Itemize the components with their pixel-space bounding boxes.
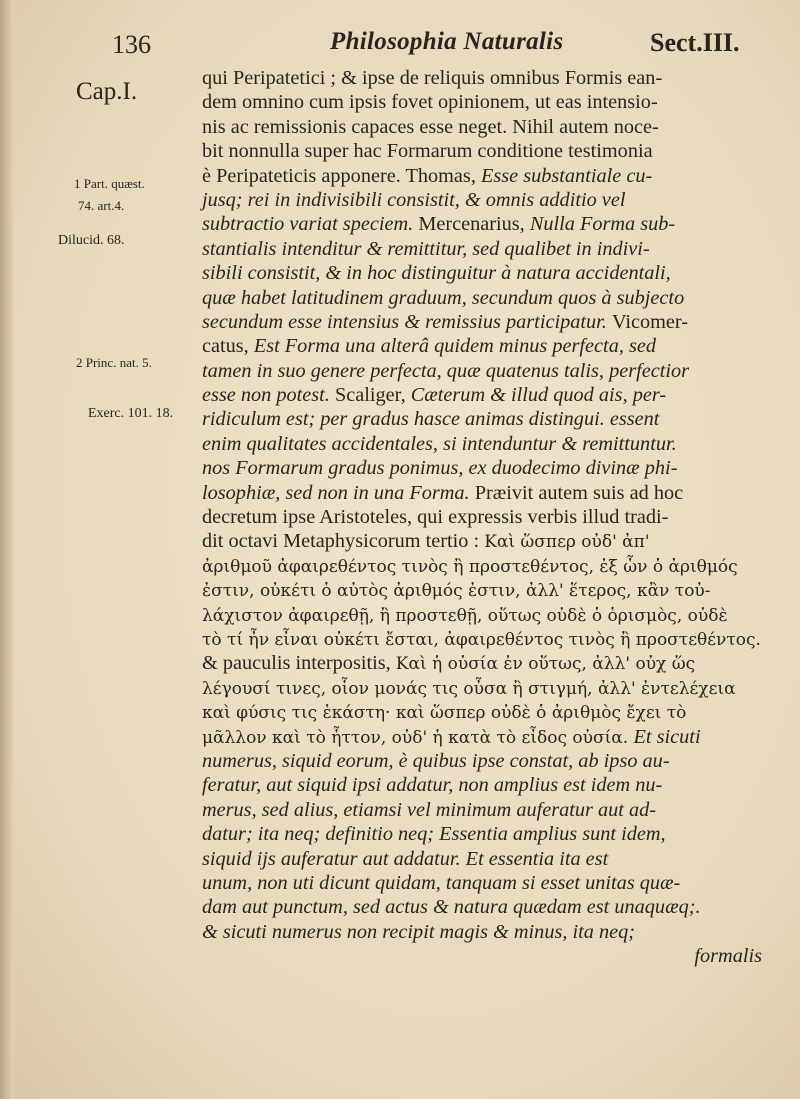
text-line bbox=[202, 310, 762, 334]
italic-text: enim qualitates accidentales, si intenduntur & remittuntur. bbox=[202, 432, 677, 455]
italic-text: Est Forma una alterâ quidem minus perfecta, sed bbox=[253, 335, 657, 358]
text-line bbox=[202, 627, 762, 651]
italic-text: Cæterum & illud quod ais, per- bbox=[410, 384, 667, 407]
text-line bbox=[202, 286, 762, 310]
text-line bbox=[202, 164, 762, 188]
text-line bbox=[202, 822, 762, 846]
text-line bbox=[202, 188, 762, 212]
greek-text: ἀριθμοῦ ἀφαιρεθέντος τινὸς ἢ προστεθέντος, ἐξ ὧν ὁ ἀριθμός bbox=[202, 556, 738, 577]
italic-text: sibili consistit, & in hoc distinguitur à natura accidentali, bbox=[202, 262, 671, 285]
text-line bbox=[202, 725, 762, 749]
italic-text: feratur, aut siquid ipsi addatur, non amplius est idem nu- bbox=[202, 774, 663, 797]
text-line bbox=[202, 139, 762, 163]
greek-text: καὶ φύσις τις ἑκάστη· καὶ ὥσπερ οὐδὲ ὁ ἀριθμὸς ἔχει τὸ bbox=[202, 703, 687, 724]
page-gutter-shadow bbox=[0, 0, 14, 1099]
text-line bbox=[202, 920, 762, 944]
roman-text: Præivit autem suis ad hoc bbox=[474, 481, 684, 504]
text-line bbox=[202, 554, 762, 578]
italic-text: siquid ijs auferatur aut addatur. Et essentia ita est bbox=[202, 847, 609, 870]
text-line bbox=[202, 212, 762, 236]
text-line bbox=[202, 944, 762, 968]
text-line bbox=[202, 529, 762, 553]
italic-text: Et sicuti bbox=[633, 725, 701, 748]
text-line bbox=[202, 359, 762, 383]
margin-note: Exerc. 101. 18. bbox=[88, 406, 174, 421]
text-line bbox=[202, 603, 762, 627]
text-line bbox=[202, 481, 762, 505]
text-line bbox=[202, 432, 762, 456]
italic-text: jusq; rei in indivisibili consistit, & omnis additio vel bbox=[202, 188, 626, 211]
text-line bbox=[202, 90, 762, 114]
roman-text: decretum ipse Aristoteles, qui expressis verbis illud tradi- bbox=[202, 506, 669, 529]
body-text bbox=[202, 66, 762, 968]
italic-text: Esse substantiale cu- bbox=[480, 164, 653, 187]
text-line bbox=[202, 847, 762, 871]
margin-note: 2 Princ. nat. 5. bbox=[76, 355, 152, 370]
roman-text: bit nonnulla super hac Formarum conditione testimonia bbox=[202, 140, 653, 163]
roman-text: & pauculis interpositis, bbox=[202, 652, 396, 675]
italic-text: Nulla Forma sub- bbox=[529, 213, 676, 236]
italic-text: datur; ita neq; definitio neq; Essentia amplius sunt idem, bbox=[202, 823, 666, 846]
text-line bbox=[202, 578, 762, 602]
italic-text: numerus, siquid eorum, è quibus ipse constat, ab ipso au- bbox=[202, 749, 670, 772]
italic-text: unum, non uti dicunt quidam, tanquam si esset unitas quæ- bbox=[202, 871, 681, 894]
running-title: Philosophia Naturalis bbox=[330, 28, 564, 55]
text-line bbox=[202, 237, 762, 261]
greek-text: Καὶ ἡ οὐσία ἐν οὕτως, ἀλλ' οὐχ ὥς bbox=[395, 654, 696, 675]
roman-text: Mercenarius, bbox=[418, 213, 530, 236]
greek-text: ἐστιν, οὐκέτι ὁ αὐτὸς ἀριθμός ἐστιν, ἀλλ' ἕτερος, κἂν τοὐ- bbox=[202, 581, 711, 602]
margin-note: 74. art.4. bbox=[78, 198, 125, 213]
text-line bbox=[202, 651, 762, 675]
roman-text: dem omnino cum ipsis fovet opinionem, ut eas intensio- bbox=[202, 91, 658, 114]
page-number: 136 bbox=[112, 30, 151, 59]
greek-text: μᾶλλον καὶ τὸ ἧττον, οὐδ' ἡ κατὰ τὸ εἶδος οὐσία. bbox=[202, 727, 634, 748]
italic-text: dam aut punctum, sed actus & natura quædam est unaquæq;. bbox=[202, 896, 701, 919]
roman-text: qui Peripatetici ; & ipse de reliquis omnibus Formis ean- bbox=[202, 67, 663, 89]
text-line bbox=[202, 700, 762, 724]
text-line bbox=[202, 334, 762, 358]
text-line bbox=[202, 66, 762, 90]
greek-text: λέγουσί τινες, οἷον μονάς τις οὖσα ἢ στιγμή, ἀλλ' ἐντελέχεια bbox=[202, 678, 736, 699]
roman-text: Scaliger, bbox=[334, 384, 411, 407]
italic-text: esse non potest. bbox=[202, 384, 335, 407]
greek-text: Καὶ ὥσπερ οὐδ' ἀπ' bbox=[484, 532, 650, 553]
italic-text: quæ habet latitudinem graduum, secundum quos à subjecto bbox=[202, 286, 685, 309]
text-line bbox=[202, 456, 762, 480]
roman-text: nis ac remissionis capaces esse neget. Nihil autem noce- bbox=[202, 115, 659, 138]
italic-text: tamen in suo genere perfecta, quæ quatenus talis, perfectior bbox=[202, 359, 690, 382]
text-line bbox=[202, 676, 762, 700]
text-line bbox=[202, 798, 762, 822]
text-line bbox=[202, 773, 762, 797]
margin-note: 1 Part. quæst. bbox=[74, 176, 145, 191]
margin-note: Dilucid. 68. bbox=[58, 233, 125, 248]
text-line bbox=[202, 871, 762, 895]
roman-text: dit octavi Metaphysicorum tertio : bbox=[202, 530, 485, 553]
italic-text: subtractio variat speciem. bbox=[202, 213, 419, 236]
italic-text: & sicuti numerus non recipit magis & minus, ita neq; bbox=[202, 920, 636, 943]
text-line bbox=[202, 407, 762, 431]
text-line bbox=[202, 749, 762, 773]
text-line bbox=[202, 383, 762, 407]
italic-text: merus, sed alius, etiamsi vel minimum auferatur aut ad- bbox=[202, 798, 657, 821]
running-header bbox=[0, 26, 800, 66]
roman-text: è Peripateticis apponere. Thomas, bbox=[202, 164, 481, 187]
roman-text: Vicomer- bbox=[611, 310, 689, 333]
text-line bbox=[202, 115, 762, 139]
italic-text: losophiæ, sed non in una Forma. bbox=[202, 481, 475, 504]
text-line bbox=[202, 505, 762, 529]
italic-text: nos Formarum gradus ponimus, ex duodecimo divinæ phi- bbox=[202, 457, 678, 480]
roman-text: catus, bbox=[202, 335, 254, 358]
italic-text: formalis bbox=[694, 945, 762, 968]
italic-text: ridiculum est; per gradus hasce animas distingui. essent bbox=[202, 408, 660, 431]
section-label: Sect.III. bbox=[650, 28, 740, 57]
text-line bbox=[202, 895, 762, 919]
text-line bbox=[202, 261, 762, 285]
greek-text: τὸ τί ἦν εἶναι οὐκέτι ἔσται, ἀφαιρεθέντος τινὸς ἢ προστεθέντος. bbox=[202, 629, 761, 650]
chapter-label: Cap.I. bbox=[76, 78, 138, 105]
italic-text: secundum esse intensius & remissius participatur. bbox=[202, 310, 612, 333]
greek-text: λάχιστον ἀφαιρεθῇ, ἢ προστεθῇ, οὕτως οὐδὲ ὁ ὁρισμὸς, οὐδὲ bbox=[202, 605, 728, 626]
italic-text: stantialis intenditur & remittitur, sed qualibet in indivi- bbox=[202, 237, 650, 260]
